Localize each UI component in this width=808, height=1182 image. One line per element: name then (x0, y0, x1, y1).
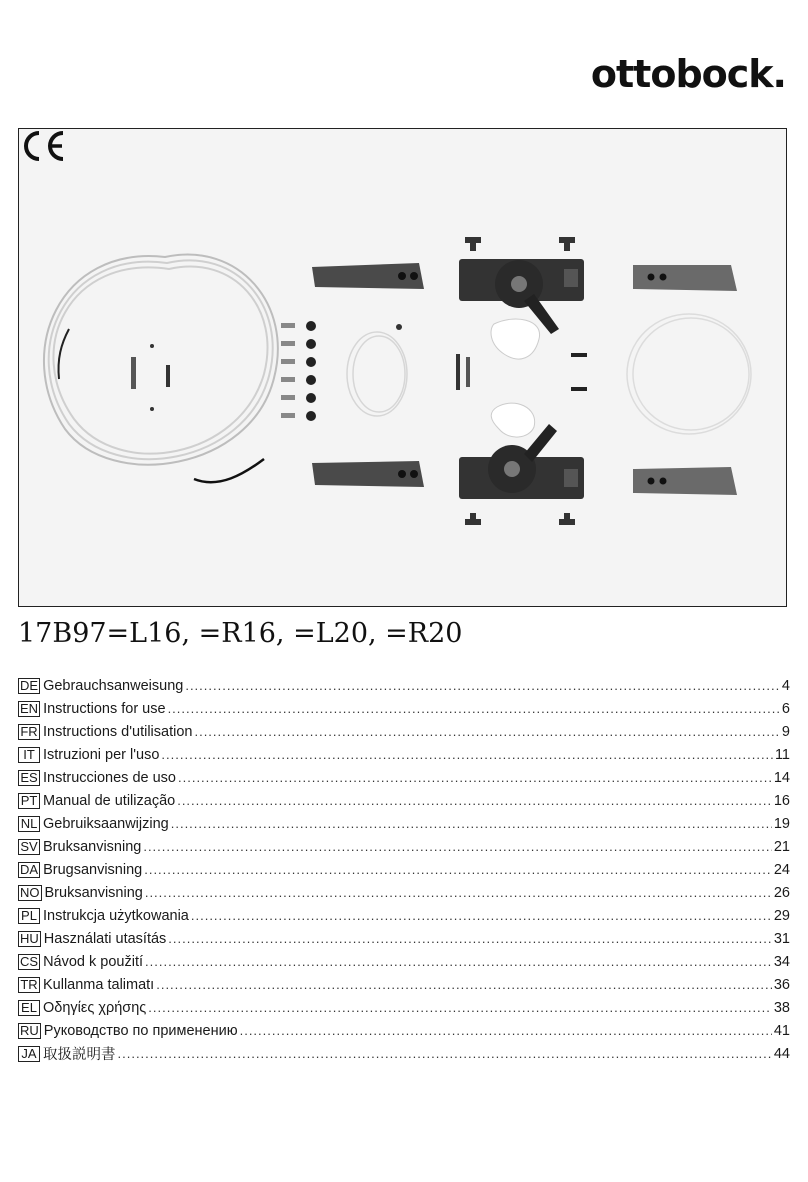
language-code: NL (18, 816, 40, 832)
toc-title: Gebruiksaanwijzing (43, 815, 169, 832)
toc-entry-es[interactable] (18, 766, 790, 789)
language-code: SV (18, 839, 40, 855)
page-number: 41 (773, 1022, 790, 1039)
language-code: DE (20, 677, 39, 693)
language-code: CS (20, 953, 39, 969)
toc-title: Gebrauchsanweisung (43, 677, 184, 694)
ottobock-logo: ottobock. (590, 52, 786, 96)
toc-entry-cs[interactable] (18, 950, 790, 973)
dot-leader (171, 816, 772, 831)
page-number: 16 (773, 792, 790, 809)
toc-entry-da[interactable] (18, 858, 790, 881)
page-number: 21 (773, 838, 790, 855)
toc-entry-tr[interactable] (18, 973, 790, 996)
toc-entry-it[interactable] (18, 743, 790, 766)
dot-leader (118, 1046, 772, 1061)
language-code: FR (18, 724, 40, 740)
toc-entry-de[interactable] (18, 674, 790, 697)
page-number: 6 (781, 700, 790, 717)
page-number: 36 (773, 976, 790, 993)
dot-leader (177, 793, 772, 808)
language-code: NO (20, 884, 40, 900)
toc-entry-sv[interactable] (18, 835, 790, 858)
dot-leader (191, 908, 772, 923)
dot-leader (145, 954, 772, 969)
page-number: 14 (773, 769, 790, 786)
dot-leader (240, 1023, 772, 1038)
language-code: PL (18, 908, 40, 924)
language-code: PT (18, 793, 40, 809)
language-code: EN (20, 700, 39, 716)
dot-leader (148, 1000, 772, 1015)
toc-title: Bruksanvisning (43, 838, 142, 855)
toc-title: Οδηγίες χρήσης (43, 999, 147, 1016)
dot-leader (145, 885, 772, 900)
page-number: 19 (773, 815, 790, 832)
page-number: 24 (773, 861, 790, 878)
toc-entry-nl[interactable] (18, 812, 790, 835)
language-code: EL (18, 1000, 40, 1016)
toc-entry-en[interactable] (18, 697, 790, 720)
language-code: TR (18, 977, 40, 993)
dot-leader (144, 862, 772, 877)
product-parts-photo (18, 128, 787, 607)
dot-leader (161, 747, 773, 762)
toc-entry-ja[interactable] (18, 1042, 790, 1065)
toc-entry-pl[interactable] (18, 904, 790, 927)
page-number: 34 (773, 953, 790, 970)
dot-leader (194, 724, 779, 739)
product-title: 17B97=L16, =R16, =L20, =R20 (18, 618, 463, 649)
toc-entry-no[interactable] (18, 881, 790, 904)
toc-title: Instrucciones de uso (43, 769, 176, 786)
toc-title: Instrukcja użytkowania (43, 907, 189, 924)
toc-entry-fr[interactable] (18, 720, 790, 743)
toc-title: Návod k použití (43, 953, 144, 970)
page-number: 38 (773, 999, 790, 1016)
toc-title: Instructions d'utilisation (43, 723, 193, 740)
dot-leader (168, 701, 780, 716)
dot-leader (143, 839, 772, 854)
toc-title: Istruzioni per l'uso (43, 746, 160, 763)
page-number: 26 (773, 884, 790, 901)
toc-title: Kullanma talimatı (43, 976, 155, 993)
toc-entry-ru[interactable] (18, 1019, 790, 1042)
toc-title: 取扱説明書 (43, 1047, 116, 1063)
toc-title: Bruksanvisning (44, 884, 143, 901)
table-of-contents (18, 674, 790, 1065)
page-number: 29 (773, 907, 790, 924)
toc-title: Руководство по применению (43, 1022, 238, 1039)
language-code: IT (18, 747, 40, 763)
language-code: HU (20, 930, 39, 946)
page-number: 11 (774, 746, 790, 763)
toc-entry-el[interactable] (18, 996, 790, 1019)
page-number: 4 (781, 677, 790, 694)
language-code: DA (20, 861, 39, 877)
page-number: 9 (781, 723, 790, 740)
language-code: RU (20, 1022, 39, 1038)
page-number: 31 (773, 930, 790, 947)
toc-title: Instructions for use (43, 700, 166, 717)
toc-title: Manual de utilização (43, 792, 176, 809)
product-parts-illustration (19, 129, 787, 607)
page-number: 44 (773, 1045, 790, 1062)
dot-leader (168, 931, 772, 946)
language-code: ES (18, 770, 40, 786)
toc-entry-hu[interactable] (18, 927, 790, 950)
dot-leader (185, 678, 780, 693)
toc-entry-pt[interactable] (18, 789, 790, 812)
ce-mark-icon (19, 129, 67, 163)
dot-leader (178, 770, 772, 785)
language-code: JA (18, 1046, 40, 1062)
toc-title: Brugsanvisning (43, 861, 143, 878)
dot-leader (156, 977, 772, 992)
toc-title: Használati utasítás (43, 930, 167, 947)
